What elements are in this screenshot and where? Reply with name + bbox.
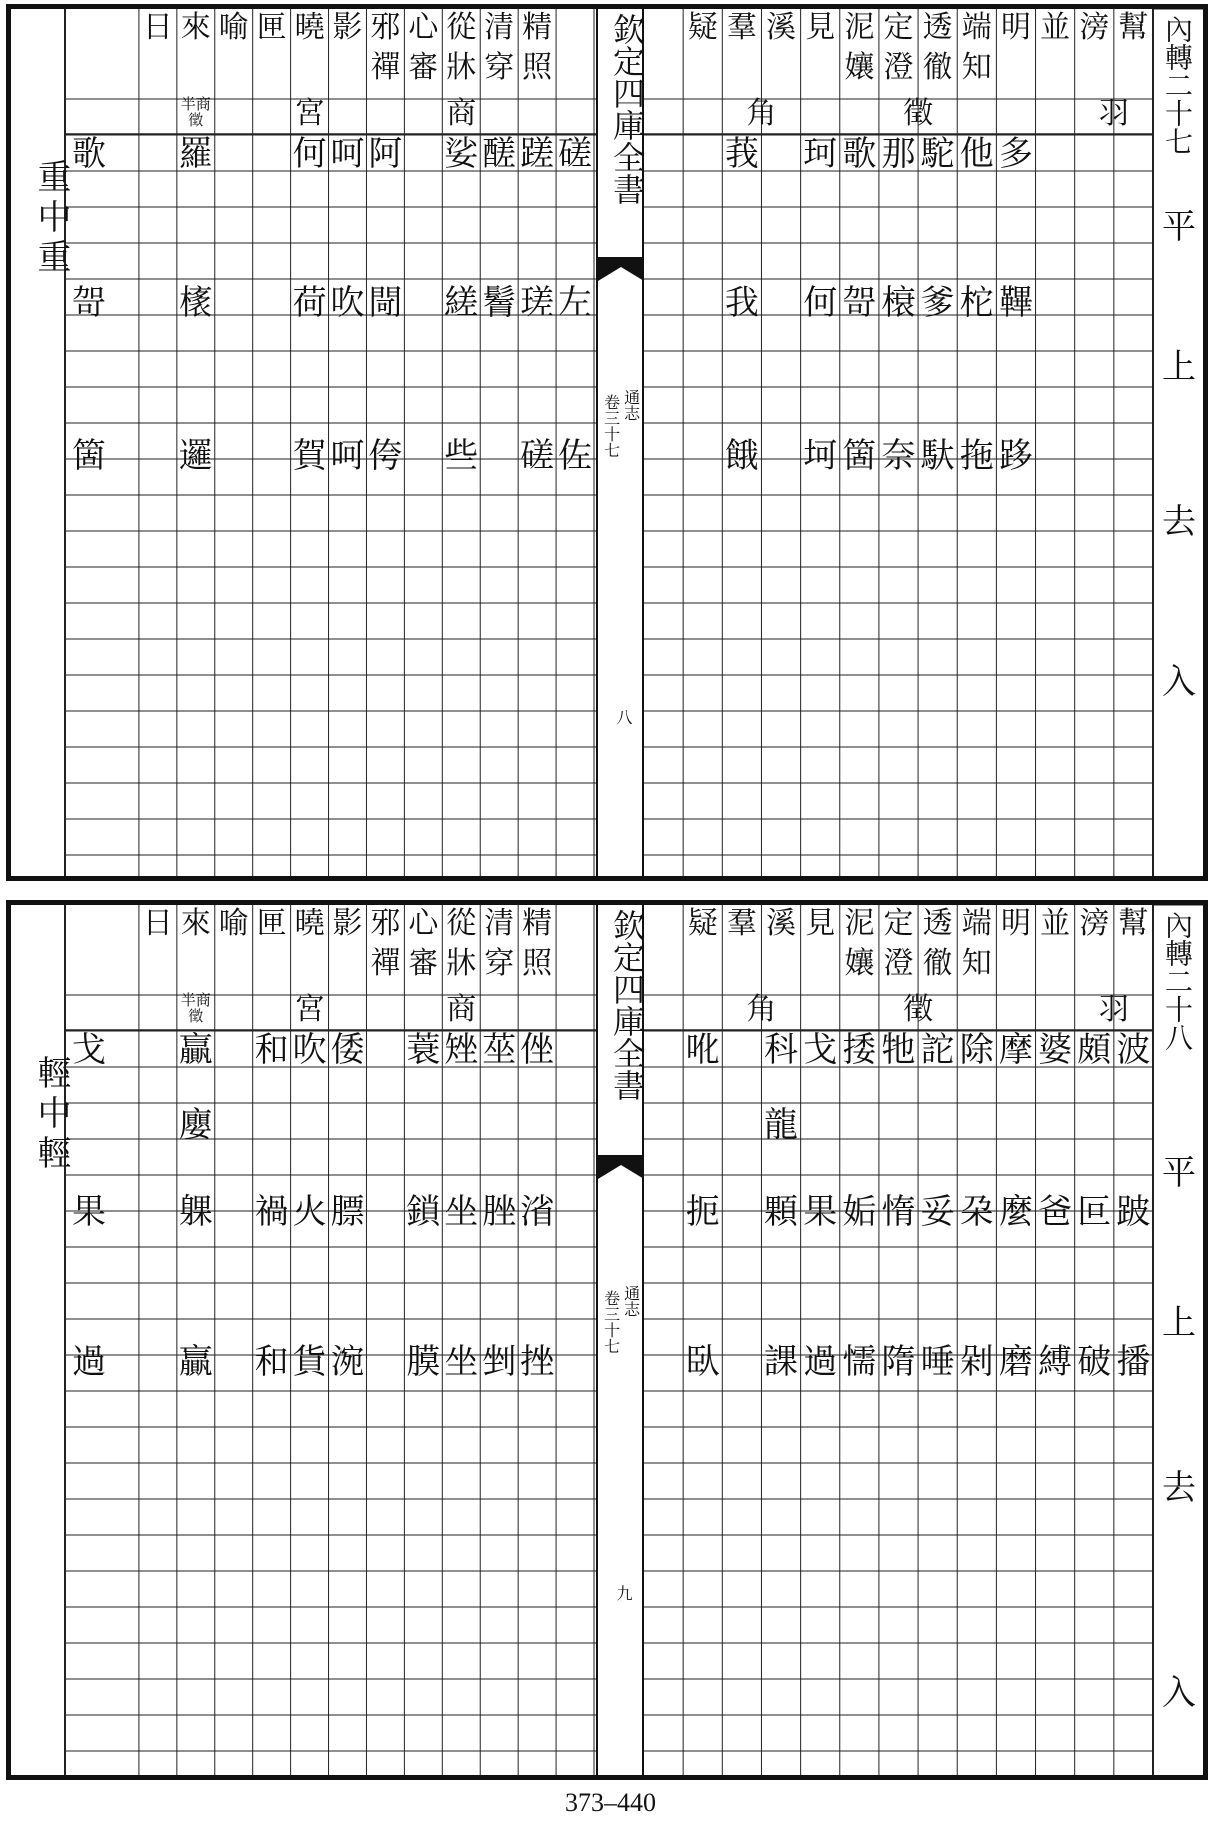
rhyme-cell-ping: 牠 bbox=[881, 1030, 916, 1070]
header-initial-top: 來 bbox=[180, 10, 211, 45]
rhyme-cell-qu: 剁 bbox=[959, 1342, 994, 1382]
header-initial-bottom: 照 bbox=[522, 50, 553, 85]
header-initial-top: 匣 bbox=[256, 10, 287, 45]
rhyme-cell-qu: 和 bbox=[254, 1342, 289, 1382]
rhyme-cell-qu: 剉 bbox=[482, 1342, 517, 1382]
rhyme-cell-qu: 呵 bbox=[330, 436, 365, 476]
rhyme-cell-shang: 縒 bbox=[444, 283, 479, 323]
rhyme-cell-qu: 磋 bbox=[520, 436, 555, 476]
rhyme-cell-ping: 羅 bbox=[178, 134, 213, 174]
right-label: 內轉二十八 bbox=[1161, 911, 1194, 1051]
header-initial-top: 來 bbox=[180, 906, 211, 941]
rhyme-cell-shang: 果 bbox=[72, 1192, 106, 1232]
rhyme-cell-shang: 躶 bbox=[178, 1192, 213, 1232]
header-initial-bottom: 禪 bbox=[370, 50, 401, 85]
rhyme-cell-qu: 箇 bbox=[72, 436, 106, 476]
rhyme-cell-qu: 拖 bbox=[959, 436, 994, 476]
header-initial-top: 疑 bbox=[687, 906, 718, 941]
header-initial-top: 喻 bbox=[218, 10, 249, 45]
rhyme-cell-ping: 矬 bbox=[444, 1030, 479, 1070]
page-number: 八 bbox=[614, 709, 633, 725]
book-title: 欽定四庫全書 bbox=[608, 13, 646, 205]
rhyme-cell-qu: 懦 bbox=[842, 1342, 877, 1382]
tone-label-ping: 平 bbox=[1162, 1153, 1196, 1193]
tone-category: 宮 bbox=[294, 992, 325, 1027]
left-label: 輕中輕 bbox=[31, 1055, 71, 1175]
header-initial-top: 見 bbox=[805, 10, 836, 45]
header-initial-top: 明 bbox=[1000, 906, 1031, 941]
header-initial-top: 透 bbox=[922, 10, 953, 45]
book-volume: 通志 bbox=[621, 1285, 641, 1317]
header-initial-top: 滂 bbox=[1079, 10, 1110, 45]
page-footer: 373–440 bbox=[565, 1788, 656, 1817]
tone-category: 徵 bbox=[903, 96, 934, 131]
rhyme-cell-ping: 娑 bbox=[444, 134, 479, 174]
header-initial-top: 見 bbox=[805, 906, 836, 941]
book-volume: 通志 bbox=[621, 389, 641, 421]
header-initial-bottom: 牀 bbox=[446, 946, 477, 981]
rhyme-cell-shang: 顆 bbox=[764, 1192, 799, 1232]
header-initial-top: 並 bbox=[1040, 10, 1071, 45]
rhyme-cell-shang: 瑳 bbox=[520, 283, 555, 323]
rhyme-cell-ping: 何 bbox=[292, 134, 327, 174]
rhyme-cell-shang: 左 bbox=[558, 283, 593, 323]
tone-category: 徵 bbox=[903, 992, 934, 1027]
tone-label-ru: 入 bbox=[1162, 662, 1196, 702]
center-column bbox=[596, 905, 644, 1775]
rhyme-cell-qu: 邏 bbox=[178, 436, 213, 476]
rhyme-cell-ping: 駝 bbox=[920, 134, 955, 174]
rhyme-cell-ping: 珂 bbox=[803, 134, 838, 174]
header-initial-bottom: 澄 bbox=[883, 50, 914, 85]
rhyme-cell-qu: 縛 bbox=[1038, 1342, 1073, 1382]
header-initial-bottom: 徹 bbox=[922, 946, 953, 981]
fish-tail-mark bbox=[598, 1155, 644, 1195]
rhyme-cell-shang: 果 bbox=[803, 1192, 838, 1232]
tone-category: 羽 bbox=[1098, 992, 1129, 1027]
rhyme-cell-shang: 渻 bbox=[520, 1192, 555, 1232]
rhyme-cell-shang: 麼 bbox=[998, 1192, 1033, 1232]
header-initial-top: 從 bbox=[446, 10, 477, 45]
rhyme-cell-ping-extra: 廮 bbox=[178, 1105, 213, 1145]
rhyme-cell-qu: 過 bbox=[803, 1342, 838, 1382]
rhyme-cell-qu: 贏 bbox=[178, 1342, 213, 1382]
tone-category: 宮 bbox=[294, 96, 325, 131]
header-initial-bottom: 徹 bbox=[922, 50, 953, 85]
rhyme-cell-ping: 呵 bbox=[330, 134, 365, 174]
header-initial-top: 曉 bbox=[294, 10, 325, 45]
header-initial-top: 邪 bbox=[370, 10, 401, 45]
rhyme-cell-ping: 阿 bbox=[368, 134, 403, 174]
rhyme-cell-ping: 多 bbox=[998, 134, 1033, 174]
book-title: 欽定四庫全書 bbox=[608, 909, 646, 1101]
header-initial-top: 日 bbox=[142, 906, 173, 941]
rhyme-cell-ping: 戈 bbox=[803, 1030, 838, 1070]
rhyme-cell-ping: 吹 bbox=[292, 1030, 327, 1070]
rhyme-cell-shang: 爹 bbox=[920, 283, 955, 323]
rhyme-cell-ping: 贏 bbox=[178, 1030, 213, 1070]
rhyme-cell-ping: 科 bbox=[764, 1030, 799, 1070]
rhyme-cell-qu: 破 bbox=[1077, 1342, 1112, 1382]
rhyme-cell-ping: 除 bbox=[959, 1030, 994, 1070]
header-initial-bottom: 孃 bbox=[844, 50, 875, 85]
rhyme-cell-ping: 捼 bbox=[842, 1030, 877, 1070]
header-initial-bottom: 澄 bbox=[883, 946, 914, 981]
tone-category: 角 bbox=[746, 992, 777, 1027]
header-initial-top: 端 bbox=[961, 906, 992, 941]
header-initial-top: 溪 bbox=[766, 906, 797, 941]
rhyme-cell-ping: 戈 bbox=[72, 1030, 106, 1070]
rhyme-cell-ping: 和 bbox=[254, 1030, 289, 1070]
rhyme-table-panel-28 bbox=[6, 900, 1208, 1780]
rhyme-cell-shang: 我 bbox=[724, 283, 759, 323]
rhyme-cell-qu: 隋 bbox=[881, 1342, 916, 1382]
rhyme-cell-ping-extra: 龍 bbox=[764, 1105, 799, 1145]
rhyme-cell-shang: 扼 bbox=[685, 1192, 720, 1232]
center-column bbox=[596, 9, 644, 876]
header-initial-top: 定 bbox=[883, 10, 914, 45]
header-initial-top: 日 bbox=[142, 10, 173, 45]
header-initial-bottom: 審 bbox=[408, 946, 439, 981]
rhyme-cell-qu: 坐 bbox=[444, 1342, 479, 1382]
header-initial-top: 匣 bbox=[256, 906, 287, 941]
rhyme-cell-ping: 歌 bbox=[72, 134, 106, 174]
rhyme-cell-qu: 貨 bbox=[292, 1342, 327, 1382]
header-initial-top: 定 bbox=[883, 906, 914, 941]
header-initial-bottom: 禪 bbox=[370, 946, 401, 981]
tone-label-ru: 入 bbox=[1162, 1673, 1196, 1713]
header-initial-top: 精 bbox=[522, 906, 553, 941]
header-initial-bottom: 穿 bbox=[484, 50, 515, 85]
fish-tail-mark bbox=[598, 257, 644, 297]
rhyme-cell-shang: 閜 bbox=[368, 283, 403, 323]
rhyme-cell-ping: 詑 bbox=[920, 1030, 955, 1070]
rhyme-cell-shang: 柁 bbox=[959, 283, 994, 323]
header-initial-top: 泥 bbox=[844, 906, 875, 941]
header-initial-top: 幫 bbox=[1118, 10, 1149, 45]
header-initial-top: 從 bbox=[446, 906, 477, 941]
rhyme-cell-ping: 摩 bbox=[998, 1030, 1033, 1070]
rhyme-cell-shang: 膘 bbox=[330, 1192, 365, 1232]
header-initial-bottom: 審 bbox=[408, 50, 439, 85]
header-initial-top: 並 bbox=[1040, 906, 1071, 941]
rhyme-cell-qu: 賀 bbox=[292, 436, 327, 476]
header-initial-top: 泥 bbox=[844, 10, 875, 45]
rhyme-cell-qu: 箇 bbox=[842, 436, 877, 476]
tone-category: 商 bbox=[446, 992, 477, 1027]
rhyme-cell-ping: 婆 bbox=[1038, 1030, 1073, 1070]
rhyme-cell-qu: 播 bbox=[1116, 1342, 1151, 1382]
rhyme-cell-shang: 火 bbox=[292, 1192, 327, 1232]
rhyme-table-panel-27 bbox=[6, 4, 1208, 881]
tone-category: 羽 bbox=[1098, 96, 1129, 131]
rhyme-cell-qu: 跢 bbox=[998, 436, 1033, 476]
rhyme-cell-ping: 歌 bbox=[842, 134, 877, 174]
rhyme-cell-shang: 妥 bbox=[920, 1192, 955, 1232]
header-initial-bottom: 知 bbox=[961, 50, 992, 85]
header-initial-bottom: 穿 bbox=[484, 946, 515, 981]
rhyme-cell-ping: 頗 bbox=[1077, 1030, 1112, 1070]
rhyme-cell-qu: 臥 bbox=[685, 1342, 720, 1382]
tone-label-shang: 上 bbox=[1162, 347, 1196, 387]
header-initial-top: 影 bbox=[332, 10, 363, 45]
rhyme-cell-qu: 涴 bbox=[330, 1342, 365, 1382]
rhyme-cell-ping: 蹉 bbox=[520, 134, 555, 174]
rhyme-cell-shang: 鎖 bbox=[406, 1192, 441, 1232]
rhyme-cell-shang: 荷 bbox=[292, 283, 327, 323]
tone-label-shang: 上 bbox=[1162, 1303, 1196, 1343]
rhyme-cell-qu: 挫 bbox=[520, 1342, 555, 1382]
header-initial-top: 精 bbox=[522, 10, 553, 45]
rhyme-cell-qu: 馱 bbox=[920, 436, 955, 476]
rhyme-cell-shang: 哿 bbox=[72, 283, 106, 323]
header-initial-top: 喻 bbox=[218, 906, 249, 941]
header-initial-bottom: 知 bbox=[961, 946, 992, 981]
rhyme-cell-qu: 侉 bbox=[368, 436, 403, 476]
rhyme-cell-shang: 禍 bbox=[254, 1192, 289, 1232]
header-initial-top: 心 bbox=[408, 10, 439, 45]
header-initial-top: 清 bbox=[484, 906, 515, 941]
header-initial-top: 透 bbox=[922, 906, 953, 941]
rhyme-cell-ping: 倭 bbox=[330, 1030, 365, 1070]
header-initial-top: 清 bbox=[484, 10, 515, 45]
header-initial-top: 疑 bbox=[687, 10, 718, 45]
rhyme-cell-qu: 佐 bbox=[558, 436, 593, 476]
rhyme-cell-ping: 醝 bbox=[482, 134, 517, 174]
tone-category: 商 bbox=[446, 96, 477, 131]
rhyme-cell-ping: 蓑 bbox=[406, 1030, 441, 1070]
header-initial-top: 滂 bbox=[1079, 906, 1110, 941]
header-initial-top: 溪 bbox=[766, 10, 797, 45]
tone-label-ping: 平 bbox=[1162, 207, 1196, 247]
tone-category-half: 半商徵 bbox=[180, 95, 211, 129]
rhyme-cell-qu: 坷 bbox=[803, 436, 838, 476]
header-initial-top: 羣 bbox=[726, 10, 757, 45]
rhyme-cell-ping: 波 bbox=[1116, 1030, 1151, 1070]
header-initial-top: 羣 bbox=[726, 906, 757, 941]
rhyme-cell-shang: 榱 bbox=[881, 283, 916, 323]
rhyme-cell-qu: 餓 bbox=[724, 436, 759, 476]
header-initial-top: 邪 bbox=[370, 906, 401, 941]
rhyme-cell-ping: 他 bbox=[959, 134, 994, 174]
header-initial-bottom: 牀 bbox=[446, 50, 477, 85]
rhyme-cell-shang: 叵 bbox=[1077, 1192, 1112, 1232]
header-initial-top: 明 bbox=[1000, 10, 1031, 45]
rhyme-cell-ping: 莝 bbox=[482, 1030, 517, 1070]
rhyme-cell-shang: 坐 bbox=[444, 1192, 479, 1232]
tone-category-half: 半商徵 bbox=[180, 991, 211, 1025]
header-initial-bottom: 照 bbox=[522, 946, 553, 981]
book-chapter: 卷三十七 bbox=[601, 394, 621, 458]
rhyme-cell-ping: 莪 bbox=[724, 134, 759, 174]
tone-label-qu: 去 bbox=[1162, 502, 1196, 542]
header-initial-top: 幫 bbox=[1118, 906, 1149, 941]
tone-label-qu: 去 bbox=[1162, 1468, 1196, 1508]
right-label: 內轉二十七 bbox=[1161, 15, 1194, 155]
rhyme-cell-shang: 哿 bbox=[842, 283, 877, 323]
header-initial-top: 端 bbox=[961, 10, 992, 45]
rhyme-cell-qu: 唾 bbox=[920, 1342, 955, 1382]
rhyme-cell-shang: 何 bbox=[803, 283, 838, 323]
rhyme-cell-ping: 那 bbox=[881, 134, 916, 174]
rhyme-cell-qu: 膜 bbox=[406, 1342, 441, 1382]
rhyme-cell-shang: 鞸 bbox=[998, 283, 1033, 323]
rhyme-cell-shang: 爸 bbox=[1038, 1192, 1073, 1232]
rhyme-cell-shang: 脞 bbox=[482, 1192, 517, 1232]
left-label: 重中重 bbox=[31, 159, 71, 279]
rhyme-cell-shang: 鬌 bbox=[482, 283, 517, 323]
rhyme-cell-qu: 磨 bbox=[998, 1342, 1033, 1382]
page-number: 九 bbox=[614, 1585, 633, 1601]
rhyme-cell-qu: 奈 bbox=[881, 436, 916, 476]
rhyme-cell-ping: 磋 bbox=[558, 134, 593, 174]
header-initial-top: 曉 bbox=[294, 906, 325, 941]
rhyme-cell-qu: 課 bbox=[764, 1342, 799, 1382]
tone-category: 角 bbox=[746, 96, 777, 131]
rhyme-cell-shang: 姤 bbox=[842, 1192, 877, 1232]
rhyme-cell-shang: 橠 bbox=[178, 283, 213, 323]
header-initial-top: 心 bbox=[408, 906, 439, 941]
rhyme-cell-shang: 跛 bbox=[1116, 1192, 1151, 1232]
rhyme-cell-ping: 侳 bbox=[520, 1030, 555, 1070]
header-initial-top: 影 bbox=[332, 906, 363, 941]
rhyme-cell-shang: 惰 bbox=[881, 1192, 916, 1232]
header-initial-bottom: 孃 bbox=[844, 946, 875, 981]
book-chapter: 卷三十七 bbox=[601, 1290, 621, 1354]
rhyme-cell-qu: 過 bbox=[72, 1342, 106, 1382]
rhyme-cell-shang: 朶 bbox=[959, 1192, 994, 1232]
rhyme-cell-shang: 吹 bbox=[330, 283, 365, 323]
rhyme-cell-ping: 吪 bbox=[685, 1030, 720, 1070]
rhyme-cell-qu: 些 bbox=[444, 436, 479, 476]
